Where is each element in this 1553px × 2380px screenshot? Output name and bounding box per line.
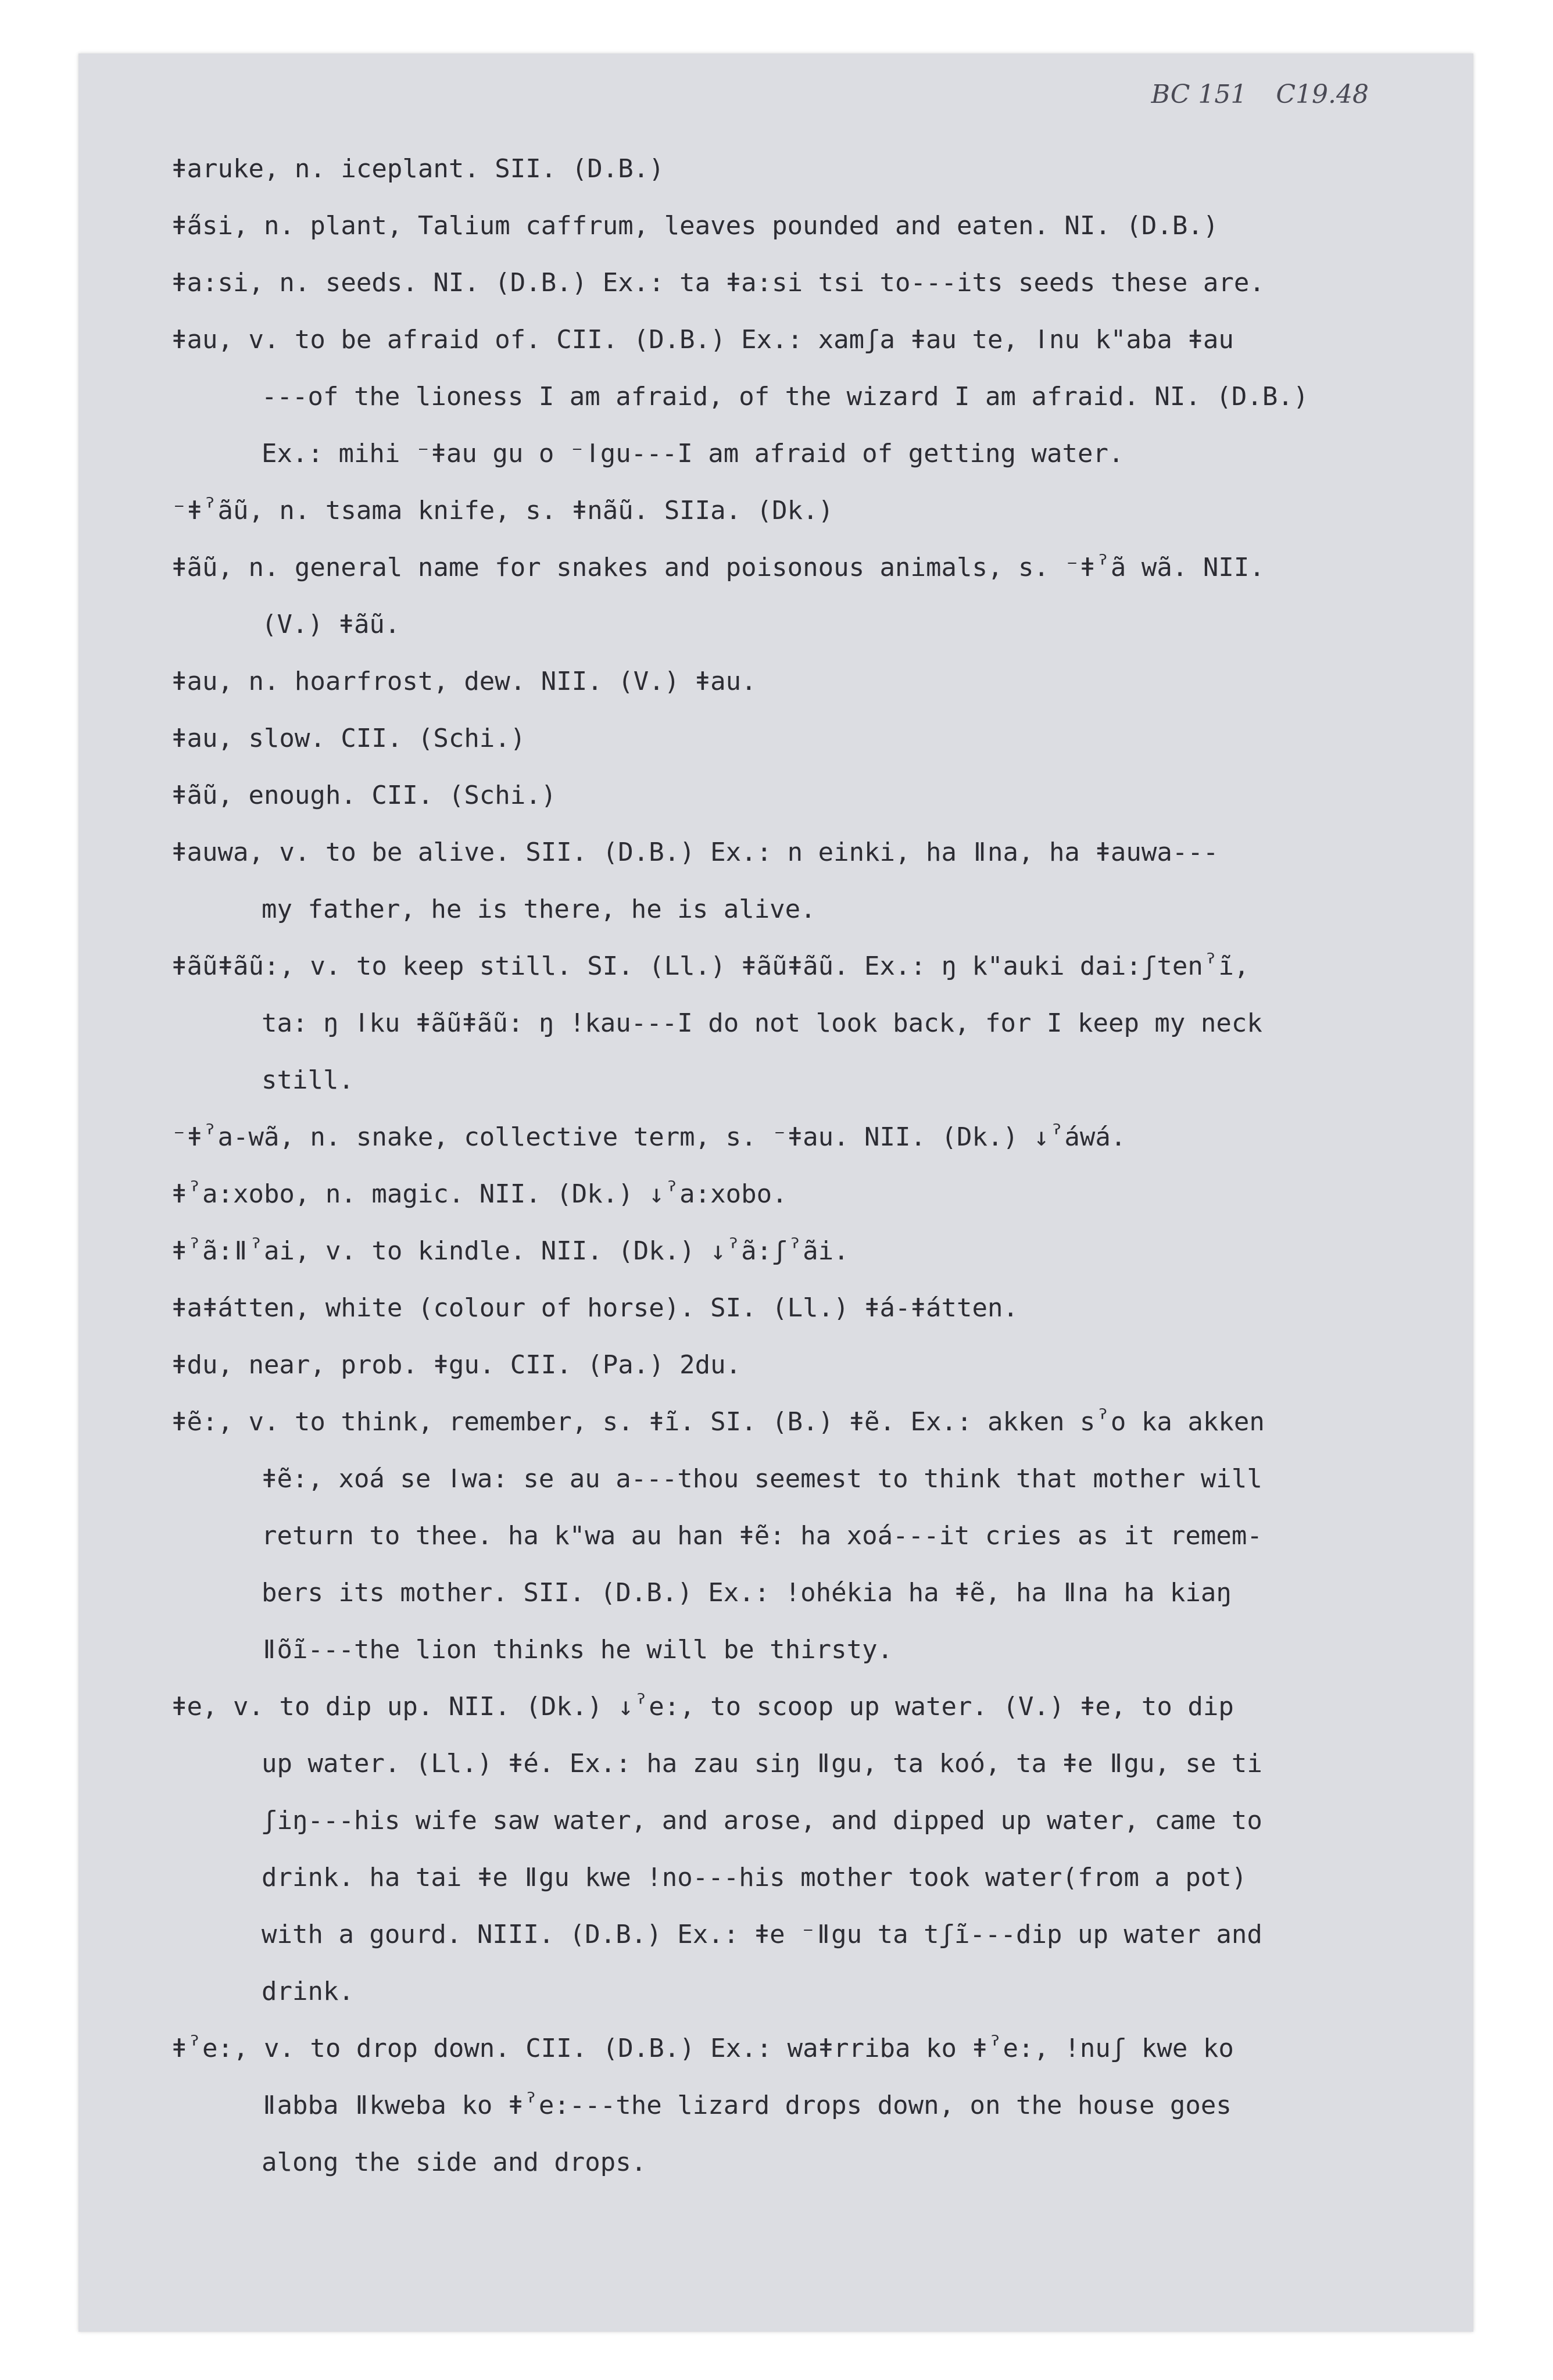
entry-line: ǂau, slow. CII. (Schi.)	[171, 724, 526, 753]
entry-continuation-line: bers its mother. SII. (D.B.) Ex.: !ohékia ha ǂẽ, ha ǁna ha kiaŋ	[262, 1578, 1232, 1608]
entry-continuation-line: with a gourd. NIII. (D.B.) Ex.: ǂe ⁻ǁgu ta tʃĩ---dip up water and	[262, 1920, 1262, 1949]
entry-continuation-line: drink. ha tai ǂe ǁgu kwe !no---his mother took water(from a pot)	[262, 1863, 1247, 1892]
entry-line: ǂau, n. hoarfrost, dew. NII. (V.) ǂau.	[171, 667, 757, 696]
entry-continuation-line: return to thee. ha k"wa au han ǂẽ: ha xoá---it cries as it remem-	[262, 1521, 1262, 1551]
entry-line: ǂa:si, n. seeds. NI. (D.B.) Ex.: ta ǂa:si tsi to---its seeds these are.	[171, 268, 1265, 298]
entry-line: ǂauwa, v. to be alive. SII. (D.B.) Ex.: n einki, ha ǁna, ha ǂauwa---	[171, 838, 1219, 867]
entry-continuation-line: still.	[262, 1065, 354, 1095]
entry-line: ǂaruke, n. iceplant. SII. (D.B.)	[171, 154, 664, 184]
entry-line: ǂˀã:ǁˀai, v. to kindle. NII. (Dk.) ↓ˀã:ʃˀãi.	[171, 1236, 849, 1266]
entry-line: ⁻ǂˀãũ, n. tsama knife, s. ǂnãũ. SIIa. (Dk.)	[171, 496, 834, 525]
entry-line: ǂˀa:xobo, n. magic. NII. (Dk.) ↓ˀa:xobo.	[171, 1179, 788, 1209]
entry-line: ǂãũ, enough. CII. (Schi.)	[171, 781, 557, 810]
entry-continuation-line: Ex.: mihi ⁻ǂau gu o ⁻ǀgu---I am afraid of getting water.	[262, 439, 1124, 468]
entry-line: ǂe, v. to dip up. NII. (Dk.) ↓ˀe:, to scoop up water. (V.) ǂe, to dip	[171, 1692, 1234, 1722]
dictionary-entries	[171, 141, 1404, 2191]
entry-continuation-line: ʃiŋ---his wife saw water, and arose, and dipped up water, came to	[262, 1806, 1262, 1835]
entry-continuation-line: ---of the lioness I am afraid, of the wizard I am afraid. NI. (D.B.)	[262, 382, 1309, 411]
entry-continuation-line: ta: ŋ ǀku ǂãũǂãũ: ŋ !kau---I do not look back, for I keep my neck	[262, 1008, 1262, 1038]
entry-continuation-line: ǂẽ:, xoá se ǀwa: se au a---thou seemest to think that mother will	[262, 1464, 1262, 1494]
typed-page	[78, 53, 1473, 2332]
entry-line: ǂdu, near, prob. ǂgu. CII. (Pa.) 2du.	[171, 1350, 742, 1380]
reference-right: C19.48	[1276, 80, 1369, 109]
entry-line: ǂˀe:, v. to drop down. CII. (D.B.) Ex.: waǂrriba ko ǂˀe:, !nuʃ kwe ko	[171, 2034, 1234, 2063]
entry-continuation-line: up water. (Ll.) ǂé. Ex.: ha zau siŋ ǁgu, ta koó, ta ǂe ǁgu, se ti	[262, 1749, 1262, 1778]
entry-line: ǂãũ, n. general name for snakes and poisonous animals, s. ⁻ǂˀã wã. NII.	[171, 553, 1265, 582]
entry-continuation-line: my father, he is there, he is alive.	[262, 894, 816, 924]
entry-line: ǂa̋si, n. plant, Talium caffrum, leaves pounded and eaten. NI. (D.B.)	[171, 211, 1219, 241]
entry-line: ⁻ǂˀa-wã, n. snake, collective term, s. ⁻ǂau. NII. (Dk.) ↓ˀáwá.	[171, 1122, 1126, 1152]
entry-continuation-line: (V.) ǂãũ.	[262, 610, 400, 639]
entry-continuation-line: along the side and drops.	[262, 2148, 647, 2177]
entry-line: ǂẽ:, v. to think, remember, s. ǂĩ. SI. (B.) ǂẽ. Ex.: akken sˀo ka akken	[171, 1407, 1265, 1437]
entry-continuation-line: ǁõĩ---the lion thinks he will be thirsty.	[262, 1635, 893, 1665]
handwritten-reference	[1122, 80, 1369, 109]
reference-left: BC 151	[1151, 80, 1247, 109]
entry-line: ǂãũǂãũ:, v. to keep still. SI. (Ll.) ǂãũǂãũ. Ex.: ŋ k"auki dai:ʃtenˀĩ,	[171, 951, 1250, 981]
entry-continuation-line: drink.	[262, 1977, 354, 2006]
entry-line: ǂaǂátten, white (colour of horse). SI. (Ll.) ǂá-ǂátten.	[171, 1293, 1018, 1323]
entry-line: ǂau, v. to be afraid of. CII. (D.B.) Ex.: xamʃa ǂau te, ǀnu k"aba ǂau	[171, 325, 1234, 355]
entry-continuation-line: ǁabba ǁkweba ko ǂˀe:---the lizard drops down, on the house goes	[262, 2091, 1232, 2120]
